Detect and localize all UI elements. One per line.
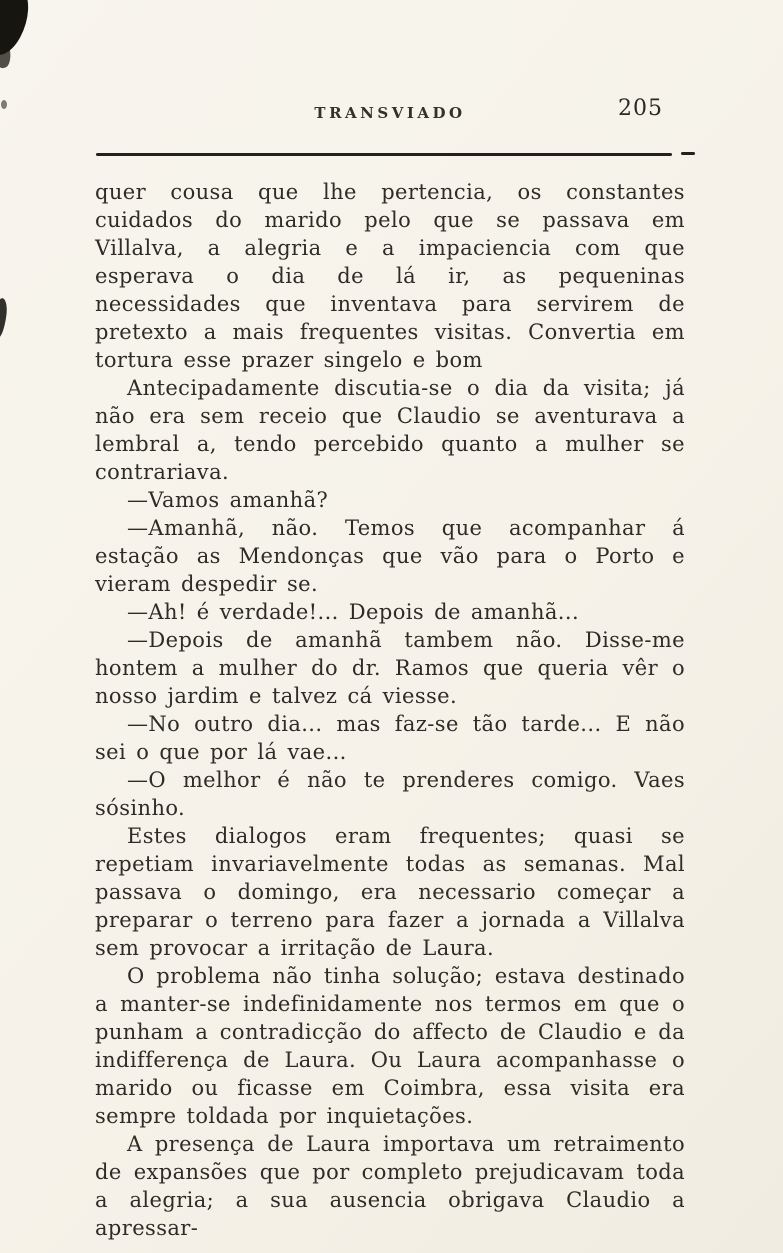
page-number: 205 — [618, 96, 663, 121]
paragraph: Estes dialogos eram frequentes; quasi se repetiam invariavelmente todas as semanas. Mal passava o domingo, era necessario começar a preparar o terreno para fazer a jornada a Villalva sem provocar a irritação de Laura. — [95, 824, 685, 960]
dialogue-line: —Ah! é verdade!... Depois de amanhã... — [127, 600, 580, 624]
dialogue-line: —No outro dia... mas faz-se tão tarde... E não sei o que por lá vae... — [95, 712, 685, 764]
page-header — [95, 98, 685, 130]
dialogue-line: —Depois de amanhã tambem não. Disse-me hontem a mulher do dr. Ramos que queria vêr o nosso jardim e talvez cá viesse. — [95, 628, 685, 708]
divider-rule-dash — [681, 152, 695, 155]
dialogue-line: —Vamos amanhã? — [127, 488, 329, 512]
paragraph: A presença de Laura importava um retraimento de expansões que por completo prejudicavam toda a alegria; a sua ausencia obrigava Claudio a apressar- — [95, 1132, 685, 1240]
paragraph: quer cousa que lhe pertencia, os constantes cuidados do marido pelo que se passava em Villalva, a alegria e a impaciencia com que esperava o dia de lá ir, as pequeninas necessidades que inventava para servirem de pretexto a mais frequentes visitas. Convertia em tortura esse prazer singelo e bom — [95, 180, 685, 372]
dialogue-line: —Amanhã, não. Temos que acompanhar á estação as Mendonças que vão para o Porto e vieram despedir se. — [95, 516, 685, 596]
running-title: TRANSVIADO — [314, 104, 466, 122]
scan-artifact-left-edge — [0, 297, 8, 338]
text-block — [95, 178, 685, 1242]
scan-artifact-left-dot — [1, 100, 7, 109]
divider-rule — [96, 153, 672, 156]
dialogue-line: —O melhor é não te prenderes comigo. Vaes sósinho. — [95, 768, 685, 820]
paragraph: O problema não tinha solução; estava destinado a manter-se indefinidamente nos termos em que o punham a contradicção do affecto de Claudio e da indifferença de Laura. Ou Laura acompanhasse o marido ou ficasse em Coimbra, essa visita era sempre toldada por inquietações. — [95, 964, 685, 1128]
paragraph: Antecipadamente discutia-se o dia da visita; já não era sem receio que Claudio se aventurava a lembral a, tendo percebido quanto a mulher se contrariava. — [95, 376, 685, 484]
